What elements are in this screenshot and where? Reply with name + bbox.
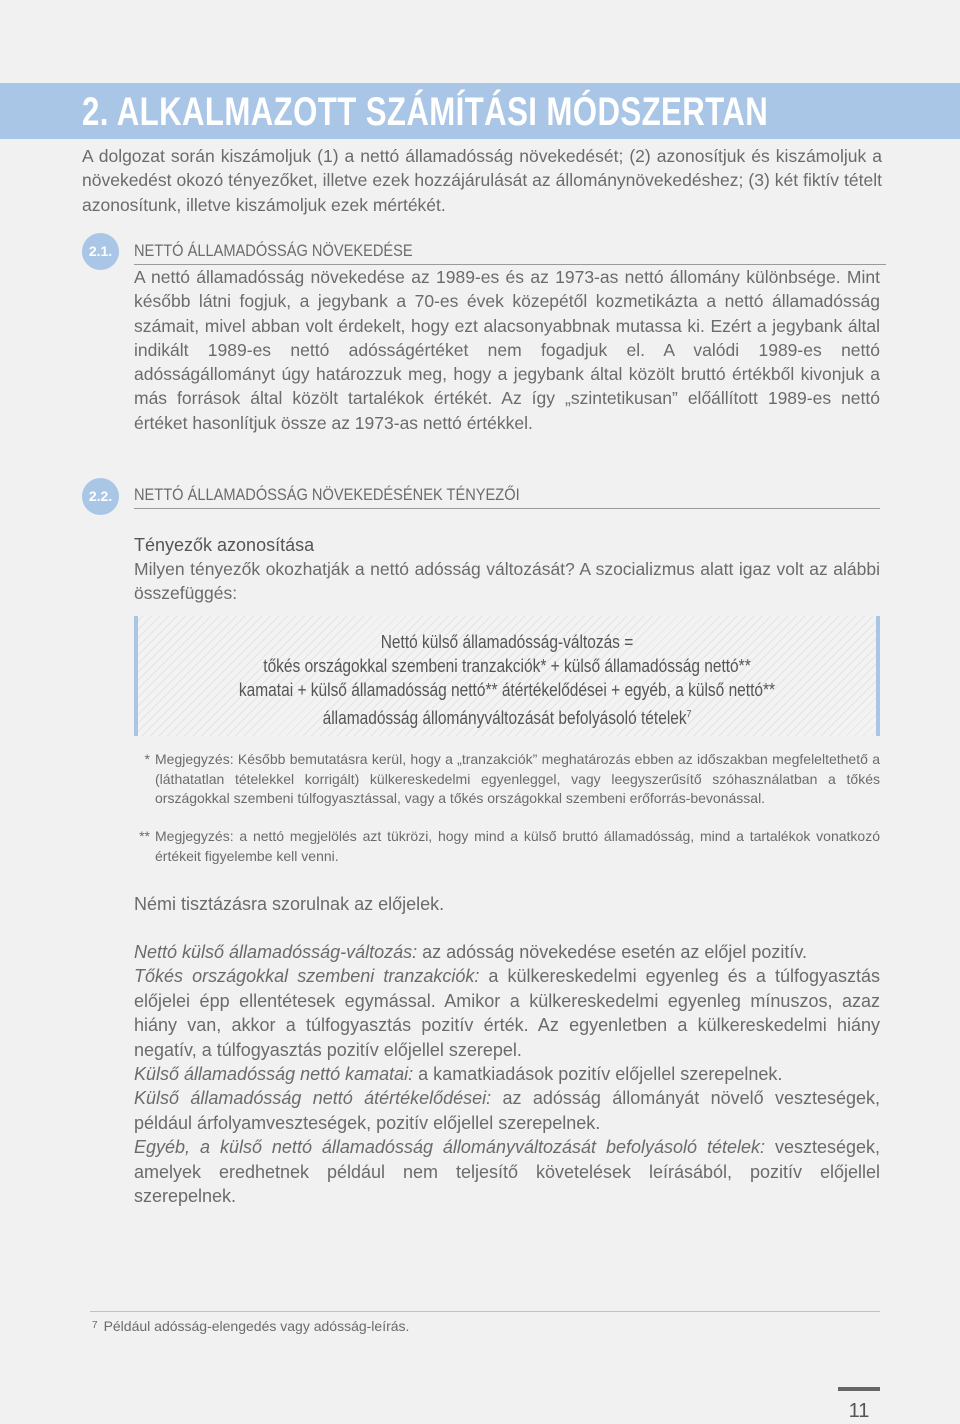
definition-item (134, 940, 880, 964)
section-title-2-2: NETTÓ ÁLLAMADÓSSÁG NÖVEKEDÉSÉNEK TÉNYEZŐI (134, 485, 520, 504)
clarify-paragraph: Némi tisztázásra szorulnak az előjelek. (134, 894, 445, 914)
formula-right-bar (876, 616, 880, 736)
subheading-factors: Tényezők azonosítása (134, 535, 315, 555)
formula-left-bar (134, 616, 138, 736)
note-1-marker: * (144, 751, 150, 767)
definition-item (134, 1086, 880, 1135)
formula-footnote-ref: 7 (686, 709, 692, 720)
definition-item (134, 964, 880, 1062)
definition-item (134, 1062, 880, 1086)
page-number: 11 (848, 1400, 870, 1422)
chapter-title: 2. ALKALMAZOTT SZÁMÍTÁSI MÓDSZERTAN (82, 90, 769, 134)
section-rule-2-2 (134, 508, 880, 509)
definition-text: veszteségek, amelyek eredhetnek például nem teljesítő követelések leírásából, pozitív előjellel szerepelnek. (134, 1137, 881, 1207)
formula-line-4-text: államadósság állományváltozását befolyásoló tételek (322, 708, 687, 728)
section-badge-2-2: 2.2. (82, 478, 119, 515)
definition-term: Nettó külső államadósság-változás: (134, 942, 418, 962)
formula-line-3: kamatai + külső államadósság nettó** átértékelődései + egyéb, a külső nettó** (238, 680, 776, 700)
footnote-text: Például adósság-elengedés vagy adósság-leírás. (103, 1318, 410, 1334)
note-1: Megjegyzés: Később bemutatásra kerül, hogy a „tranzakciók” meghatározás ebben az időszakban megfeleltethető a (láthatatlan tételekkel korrigált) külkereskedelmi egyenleggel, vagy leegyszerűsítő szóhasználatban a tőkés országokkal szembeni túlfogyasztással, vagy a tőkés országokkal szembeni erőforrás-bevonással. (155, 751, 880, 806)
formula-line-2: tőkés országokkal szembeni tranzakciók* + külső államadósság nettó** (263, 656, 751, 676)
footnote-number: 7 (92, 1320, 98, 1331)
formula-box (134, 616, 880, 736)
note-2: Megjegyzés: a nettó megjelölés azt tükrözi, hogy mind a külső bruttó államadósság, mind a tartalékok vonatkozó értékeit figyelembe kell venni. (155, 828, 880, 864)
sign-definitions (134, 940, 880, 1208)
section-badge-2-1: 2.1. (82, 233, 119, 270)
definition-term: Külső államadósság nettó kamatai: (134, 1064, 414, 1085)
definition-text: a kamatkiadások pozitív előjellel szerepelnek. (413, 1064, 783, 1085)
definition-term: Külső államadósság nettó átértékelődései: (134, 1088, 492, 1109)
formula-line-4 (186, 703, 828, 730)
definition-text: a külkereskedelmi egyenleg és a túlfogyasztás előjelei épp ellentétesek egymással. Amikor a külkereskedelmi egyenleg mínuszos, azaz hiány van, akkor a túlfogyasztás pozitív érték. Az egyenletben a külkereskedelmi hiány negatív, a túlfogyasztás pozitív előjellel szerepel. (134, 966, 880, 1060)
section-title-2-1: NETTÓ ÁLLAMADÓSSÁG NÖVEKEDÉSE (134, 241, 413, 260)
definition-item (134, 1135, 880, 1208)
definition-term: Tőkés országokkal szembeni tranzakciók: (134, 966, 480, 987)
footnote-rule (90, 1311, 880, 1312)
definition-text: az adósság növekedése esetén az előjel pozitív. (417, 942, 808, 962)
note-2-marker: ** (139, 828, 150, 844)
footnote (92, 1316, 409, 1336)
section-body-2-1: A nettó államadósság növekedése az 1989-es és az 1973-as nettó állomány különbsége. Mint később látni fogjuk, a jegybank a 70-es évek közepétől kozmetikázta a nettó államadósság számait, mivel abban volt érdekelt, hogy ezt alacsonyabbnak mutassa ki. Ezért a jegybank által indikált 1989-es nettó adósságértéket nem fogadjuk el. A valódi 1989-es nettó adósságállományt úgy határozzuk meg, hogy a jegybank által közölt bruttó értékből kivonjuk a más források által közölt tartalékok értékét. Az így „szintetikusan” előállított 1989-es nettó értéket hasonlítjuk össze az 1973-as nettó értékkel. (134, 267, 880, 433)
intro-paragraph: A dolgozat során kiszámoljuk (1) a nettó államadósság növekedését; (2) azonosítjuk és kiszámoljuk a növekedést okozó tényezőket, illetve ezek hozzájárulását az állománynövekedéshez; (3) két fiktív tételt azonosítunk, illetve kiszámoljuk ezek mértékét. (82, 146, 882, 215)
definition-term: Egyéb, a külső nettó államadósság állományváltozását befolyásoló tételek: (134, 1137, 765, 1158)
definition-text: az adósság állományát növelő veszteségek, például árfolyamveszteségek, pozitív előjellel szerepelnek. (134, 1088, 881, 1133)
page-number-rule (838, 1387, 880, 1391)
formula-line-1: Nettó külső államadósság-változás = (380, 632, 634, 652)
question-paragraph: Milyen tényezők okozhatják a nettó adósság változását? A szocializmus alatt igaz volt az alábbi összefüggés: (134, 559, 880, 604)
